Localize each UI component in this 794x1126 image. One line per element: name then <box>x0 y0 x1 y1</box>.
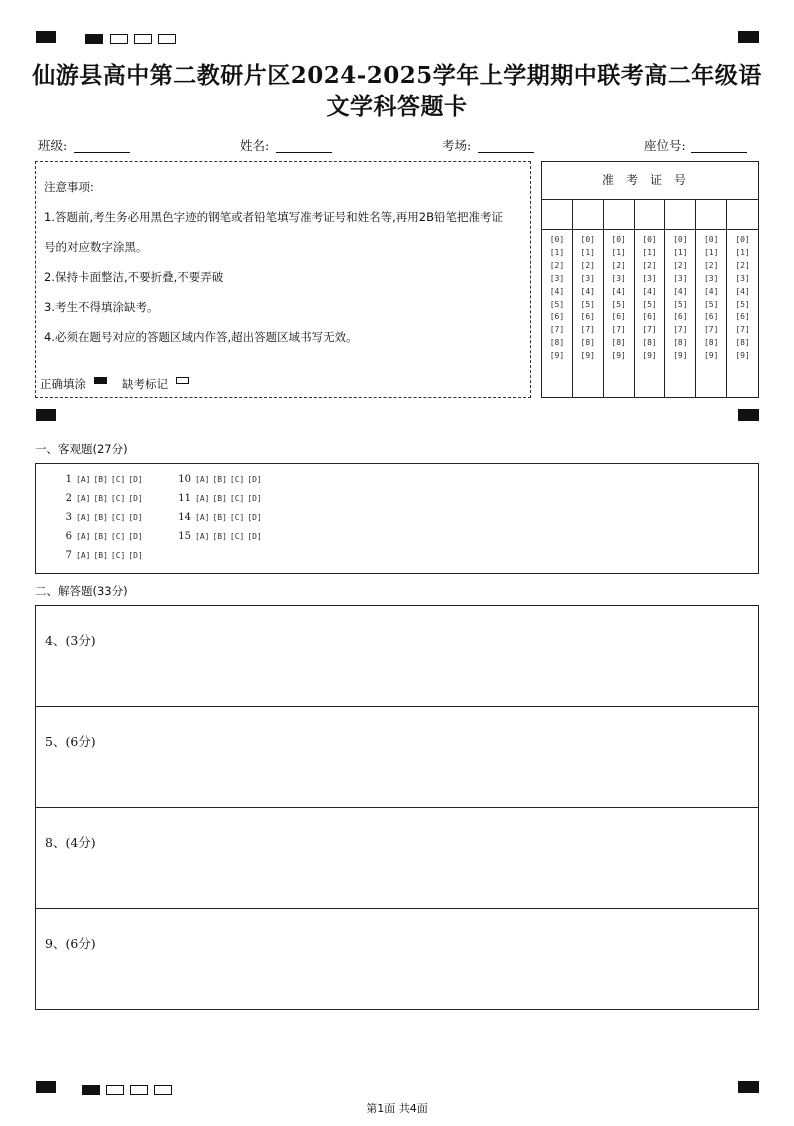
admission-column-7 <box>727 199 758 397</box>
admission-bubble[interactable]: [4] <box>549 286 565 296</box>
admission-bubble-list <box>542 230 572 363</box>
admission-bubble[interactable]: [5] <box>735 299 750 309</box>
admission-bubble-list <box>665 230 695 363</box>
admission-title: 准考证号 <box>542 162 758 200</box>
admission-bubble[interactable]: [2] <box>735 260 750 270</box>
admission-bubble[interactable]: [0] <box>580 235 595 244</box>
page-code-filled-bottom <box>82 1085 100 1095</box>
admission-bubble[interactable]: [6] <box>703 312 719 322</box>
admission-bubble[interactable]: [8] <box>703 338 719 348</box>
answer-option-bubble[interactable]: [D] <box>247 513 262 522</box>
admission-bubble[interactable]: [9] <box>549 351 565 361</box>
objective-question-row <box>177 531 265 542</box>
admission-bubble[interactable]: [0] <box>673 235 688 244</box>
admission-column-6 <box>696 199 727 397</box>
admission-bubble[interactable]: [7] <box>580 325 595 335</box>
answer-option-bubble[interactable]: [B] <box>93 532 108 541</box>
admission-bubble[interactable]: [0] <box>549 235 565 244</box>
admission-bubble[interactable]: [2] <box>580 260 595 270</box>
answer-option-bubble[interactable]: [A] <box>76 513 91 522</box>
answer-option-bubble[interactable]: [A] <box>195 513 210 522</box>
notice-box <box>35 161 531 398</box>
admission-bubble[interactable]: [1] <box>673 247 688 257</box>
admission-bubble[interactable]: [4] <box>611 286 626 296</box>
admission-bubble[interactable]: [5] <box>642 299 657 309</box>
objective-question-row <box>58 493 146 504</box>
admission-bubble[interactable]: [5] <box>673 299 688 309</box>
correct-fill-label: 正确填涂 <box>40 377 86 391</box>
admission-columns <box>542 199 758 397</box>
notice-item-4: 4.必须在题号对应的答题区域内作答,超出答题区域书写无效。 <box>44 330 358 344</box>
answer-option-bubble[interactable]: [C] <box>110 475 126 484</box>
page-code-empty-3 <box>158 34 176 44</box>
answer-label-q8: 8、(4分) <box>45 835 96 850</box>
admission-bubble-list <box>696 230 726 363</box>
answer-option-bubble[interactable]: [D] <box>247 475 262 484</box>
page-code-empty-bottom-3 <box>154 1085 172 1095</box>
question-number: 2 <box>65 493 72 504</box>
answer-option-bubble[interactable]: [D] <box>128 513 143 522</box>
answer-option-bubble[interactable]: [B] <box>212 513 227 522</box>
admission-digit-write-cell[interactable] <box>665 199 695 230</box>
question-number: 7 <box>65 550 72 561</box>
exam-room-label: 考场: <box>442 138 472 153</box>
admission-bubble[interactable]: [9] <box>642 351 657 361</box>
page-footer: 第1面 共4面 <box>366 1102 428 1115</box>
absent-mark-label: 缺考标记 <box>122 377 168 391</box>
class-field[interactable] <box>74 152 130 153</box>
admission-bubble[interactable]: [0] <box>642 235 657 244</box>
admission-bubble[interactable]: [1] <box>735 247 750 257</box>
admission-bubble[interactable]: [1] <box>580 247 595 257</box>
admission-bubble[interactable]: [2] <box>673 260 688 270</box>
objective-question-row <box>58 550 146 561</box>
admission-bubble[interactable]: [9] <box>611 351 626 361</box>
answer-option-bubble[interactable]: [A] <box>195 475 210 484</box>
admission-bubble[interactable]: [8] <box>580 338 595 348</box>
answer-option-bubble[interactable]: [B] <box>93 494 108 503</box>
section1-label: 一、客观题(27分) <box>35 442 128 456</box>
admission-bubble[interactable]: [6] <box>580 312 595 322</box>
answer-option-bubble[interactable]: [D] <box>247 494 262 503</box>
admission-bubble[interactable]: [3] <box>580 273 595 283</box>
admission-bubble[interactable]: [7] <box>673 325 688 335</box>
page-code-empty-1 <box>110 34 128 44</box>
class-label: 班级: <box>38 138 68 153</box>
admission-bubble[interactable]: [5] <box>580 299 595 309</box>
answer-option-bubble[interactable]: [B] <box>212 532 227 541</box>
answer-option-bubble[interactable]: [A] <box>76 532 91 541</box>
objective-question-row <box>58 512 146 523</box>
objective-question-row <box>177 512 265 523</box>
admission-bubble[interactable]: [3] <box>703 273 719 283</box>
objective-question-row <box>58 474 146 485</box>
admission-bubble[interactable]: [4] <box>642 286 657 296</box>
section2-label: 二、解答题(33分) <box>35 584 128 598</box>
admission-bubble-list <box>573 230 603 363</box>
timing-mark-mid-left <box>36 409 56 421</box>
admission-digit-write-cell[interactable] <box>604 199 634 230</box>
admission-bubble[interactable]: [5] <box>549 299 565 309</box>
answer-option-bubble[interactable]: [A] <box>76 494 91 503</box>
admission-bubble[interactable]: [3] <box>673 273 688 283</box>
answer-option-bubble[interactable]: [B] <box>93 513 108 522</box>
admission-bubble[interactable]: [6] <box>611 312 626 322</box>
answer-option-bubble[interactable]: [B] <box>93 475 108 484</box>
admission-bubble[interactable]: [0] <box>611 235 626 244</box>
answer-option-bubble[interactable]: [C] <box>229 513 245 522</box>
admission-bubble[interactable]: [8] <box>642 338 657 348</box>
answer-option-bubble[interactable]: [C] <box>229 532 245 541</box>
answer-option-bubble[interactable]: [A] <box>76 551 91 560</box>
timing-mark-top-right <box>738 31 759 43</box>
admission-bubble[interactable]: [1] <box>549 247 565 257</box>
admission-bubble[interactable]: [7] <box>611 325 626 335</box>
objective-answer-box <box>35 463 759 574</box>
answer-label-q5: 5、(6分) <box>45 734 96 749</box>
admission-bubble[interactable]: [5] <box>703 299 719 309</box>
answer-area-q9[interactable] <box>35 908 759 1010</box>
admission-bubble[interactable]: [8] <box>673 338 688 348</box>
answer-option-bubble[interactable]: [D] <box>128 475 143 484</box>
correct-fill-sample <box>94 377 107 384</box>
admission-bubble[interactable]: [5] <box>611 299 626 309</box>
timing-mark-bottom-right <box>738 1081 759 1093</box>
admission-number-grid <box>541 161 759 398</box>
answer-option-bubble[interactable]: [C] <box>229 475 245 484</box>
admission-bubble[interactable]: [9] <box>703 351 719 361</box>
admission-bubble-list <box>635 230 665 363</box>
admission-bubble[interactable]: [4] <box>703 286 719 296</box>
admission-bubble[interactable]: [7] <box>549 325 565 335</box>
answer-option-bubble[interactable]: [A] <box>195 532 210 541</box>
objective-question-row <box>177 474 265 485</box>
admission-bubble[interactable]: [2] <box>642 260 657 270</box>
admission-bubble[interactable]: [8] <box>735 338 750 348</box>
timing-mark-bottom-left <box>36 1081 56 1093</box>
objective-question-row <box>177 493 265 504</box>
admission-bubble[interactable]: [7] <box>703 325 719 335</box>
answer-option-bubble[interactable]: [B] <box>212 494 227 503</box>
admission-bubble[interactable]: [2] <box>703 260 719 270</box>
answer-option-bubble[interactable]: [C] <box>110 532 126 541</box>
admission-digit-write-cell[interactable] <box>573 199 603 230</box>
answer-label-q4: 4、(3分) <box>45 633 96 648</box>
question-number: 14 <box>178 512 191 523</box>
admission-bubble[interactable]: [4] <box>673 286 688 296</box>
admission-bubble[interactable]: [3] <box>642 273 657 283</box>
admission-bubble[interactable]: [3] <box>735 273 750 283</box>
admission-bubble[interactable]: [2] <box>611 260 626 270</box>
admission-bubble[interactable]: [6] <box>735 312 750 322</box>
admission-bubble-list <box>727 230 758 363</box>
answer-option-bubble[interactable]: [D] <box>128 551 143 560</box>
answer-option-bubble[interactable]: [D] <box>247 532 262 541</box>
absent-mark-box[interactable] <box>176 377 189 384</box>
admission-digit-write-cell[interactable] <box>635 199 665 230</box>
admission-bubble[interactable]: [0] <box>735 235 750 244</box>
admission-bubble[interactable]: [4] <box>735 286 750 296</box>
page-title-line2: 文学科答题卡 <box>326 93 468 120</box>
name-field[interactable] <box>276 152 332 153</box>
seat-field[interactable] <box>691 152 747 153</box>
answer-option-bubble[interactable]: [D] <box>128 532 143 541</box>
admission-bubble[interactable]: [0] <box>703 235 719 244</box>
admission-bubble-list <box>604 230 634 363</box>
admission-digit-write-cell[interactable] <box>727 199 758 230</box>
answer-option-bubble[interactable]: [C] <box>110 494 126 503</box>
answer-option-bubble[interactable]: [A] <box>76 475 91 484</box>
admission-bubble[interactable]: [2] <box>549 260 565 270</box>
admission-bubble[interactable]: [8] <box>611 338 626 348</box>
notice-item-1b: 号的对应数字涂黑。 <box>44 240 148 254</box>
question-number: 15 <box>178 531 191 542</box>
answer-option-bubble[interactable]: [D] <box>128 494 143 503</box>
page-code-empty-2 <box>134 34 152 44</box>
admission-bubble[interactable]: [7] <box>642 325 657 335</box>
admission-bubble[interactable]: [1] <box>611 247 626 257</box>
answer-label-q9: 9、(6分) <box>45 936 96 951</box>
notice-item-1a: 1.答题前,考生务必用黑色字迹的钢笔或者铅笔填写准考证号和姓名等,再用2B铅笔把准考证 <box>44 210 503 224</box>
admission-column-3 <box>604 199 635 397</box>
notice-item-3: 3.考生不得填涂缺考。 <box>44 300 159 314</box>
answer-option-bubble[interactable]: [C] <box>110 551 126 560</box>
question-number: 1 <box>65 474 72 485</box>
answer-area-q5[interactable] <box>35 706 759 808</box>
admission-bubble[interactable]: [9] <box>673 351 688 361</box>
notice-item-2: 2.保持卡面整洁,不要折叠,不要弄破 <box>44 270 224 284</box>
page-code-empty-bottom-2 <box>130 1085 148 1095</box>
admission-bubble[interactable]: [6] <box>549 312 565 322</box>
answer-option-bubble[interactable]: [B] <box>212 475 227 484</box>
objective-question-row <box>58 531 146 542</box>
admission-bubble[interactable]: [1] <box>642 247 657 257</box>
notice-heading: 注意事项: <box>44 180 94 194</box>
admission-digit-write-cell[interactable] <box>696 199 726 230</box>
admission-column-4 <box>635 199 666 397</box>
admission-column-2 <box>573 199 604 397</box>
exam-room-field[interactable] <box>478 152 534 153</box>
answer-option-bubble[interactable]: [C] <box>229 494 245 503</box>
question-number: 3 <box>65 512 72 523</box>
admission-bubble[interactable]: [1] <box>703 247 719 257</box>
answer-option-bubble[interactable]: [C] <box>110 513 126 522</box>
answer-area-q8[interactable] <box>35 807 759 909</box>
admission-column-5 <box>665 199 696 397</box>
admission-bubble[interactable]: [6] <box>673 312 688 322</box>
admission-bubble[interactable]: [6] <box>642 312 657 322</box>
admission-bubble[interactable]: [9] <box>735 351 750 361</box>
question-number: 11 <box>178 493 191 504</box>
admission-bubble[interactable]: [3] <box>611 273 626 283</box>
admission-bubble[interactable]: [7] <box>735 325 750 335</box>
timing-mark-mid-right <box>738 409 759 421</box>
admission-digit-write-cell[interactable] <box>542 199 572 230</box>
admission-bubble[interactable]: [9] <box>580 351 595 361</box>
timing-mark-top-left <box>36 31 56 43</box>
admission-bubble[interactable]: [4] <box>580 286 595 296</box>
page-code-empty-bottom-1 <box>106 1085 124 1095</box>
answer-area-q4[interactable] <box>35 605 759 707</box>
seat-label: 座位号: <box>644 138 686 153</box>
admission-bubble[interactable]: [8] <box>549 338 565 348</box>
question-number: 10 <box>178 474 191 485</box>
name-label: 姓名: <box>240 138 270 153</box>
admission-column-1 <box>542 199 573 397</box>
page-code-filled <box>85 34 103 44</box>
page-title-line1: 仙游县高中第二教研片区2024-2025学年上学期期中联考高二年级语 <box>32 62 762 89</box>
answer-option-bubble[interactable]: [B] <box>93 551 108 560</box>
question-number: 6 <box>65 531 72 542</box>
answer-option-bubble[interactable]: [A] <box>195 494 210 503</box>
admission-bubble[interactable]: [3] <box>549 273 565 283</box>
